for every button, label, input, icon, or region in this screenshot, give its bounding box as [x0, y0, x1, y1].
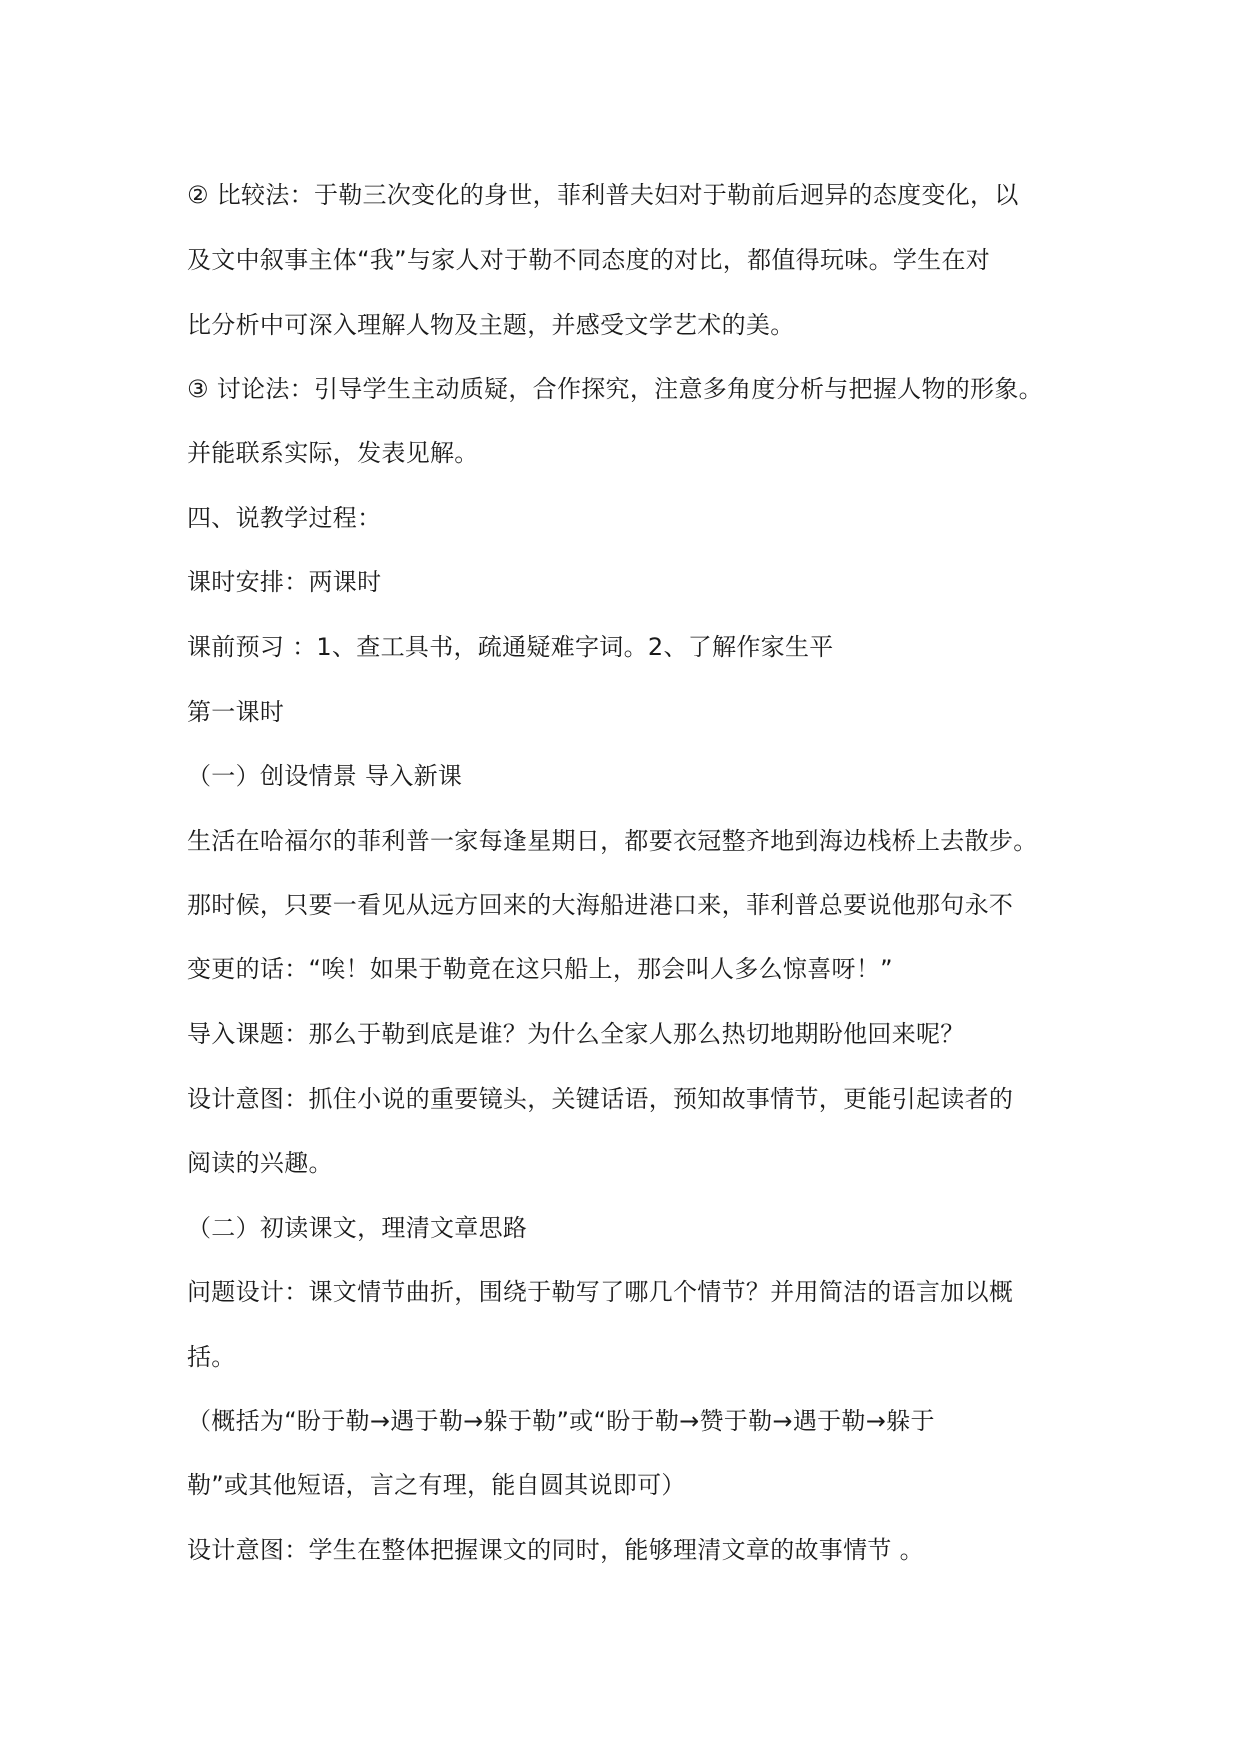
text-line: 课前预习 ：1、查工具书，疏通疑难字词。2、了解作家生平: [187, 633, 834, 661]
text-line: （概括为“盼于勒→遇于勒→躲于勒”或“盼于勒→赞于勒→遇于勒→躲于: [187, 1407, 935, 1435]
text-line: 问题设计：课文情节曲折，围绕于勒写了哪几个情节？并用简洁的语言加以概: [187, 1278, 1014, 1306]
text-line: ③ 讨论法：引导学生主动质疑，合作探究，注意多角度分析与把握人物的形象。: [187, 375, 1043, 403]
text-line: ② 比较法：于勒三次变化的身世，菲利普夫妇对于勒前后迥异的态度变化，以: [187, 181, 1019, 209]
text-line: 生活在哈福尔的菲利普一家每逢星期日，都要衣冠整齐地到海边栈桥上去散步。: [187, 827, 1038, 855]
text-line: 导入课题：那么于勒到底是谁？为什么全家人那么热切地期盼他回来呢？: [187, 1020, 965, 1048]
section-heading: 四、说教学过程：: [187, 504, 382, 532]
text-line: 那时候，只要一看见从远方回来的大海船进港口来，菲利普总要说他那句永不: [187, 891, 1014, 919]
text-line: 比分析中可深入理解人物及主题，并感受文学艺术的美。: [187, 311, 795, 339]
text-line: 变更的话：“唉！如果于勒竟在这只船上，那会叫人多么惊喜呀！”: [187, 955, 893, 983]
text-line: 设计意图：抓住小说的重要镜头，关键话语，预知故事情节，更能引起读者的: [187, 1085, 1014, 1113]
subsection-heading: （一）创设情景 导入新课: [187, 762, 463, 790]
subsection-heading: 第一课时: [187, 698, 285, 726]
text-line: 勒”或其他短语，言之有理，能自圆其说即可）: [187, 1471, 686, 1499]
text-line: 括。: [187, 1343, 236, 1371]
text-line: 阅读的兴趣。: [187, 1149, 333, 1177]
subsection-heading: （二）初读课文，理清文章思路: [187, 1214, 528, 1242]
text-line: 课时安排：两课时: [187, 568, 382, 596]
text-line: 及文中叙事主体“我”与家人对于勒不同态度的对比，都值得玩味。学生在对: [187, 246, 991, 274]
text-line: 并能联系实际，发表见解。: [187, 439, 479, 467]
text-line: 设计意图：学生在整体把握课文的同时，能够理清文章的故事情节 。: [187, 1536, 924, 1564]
